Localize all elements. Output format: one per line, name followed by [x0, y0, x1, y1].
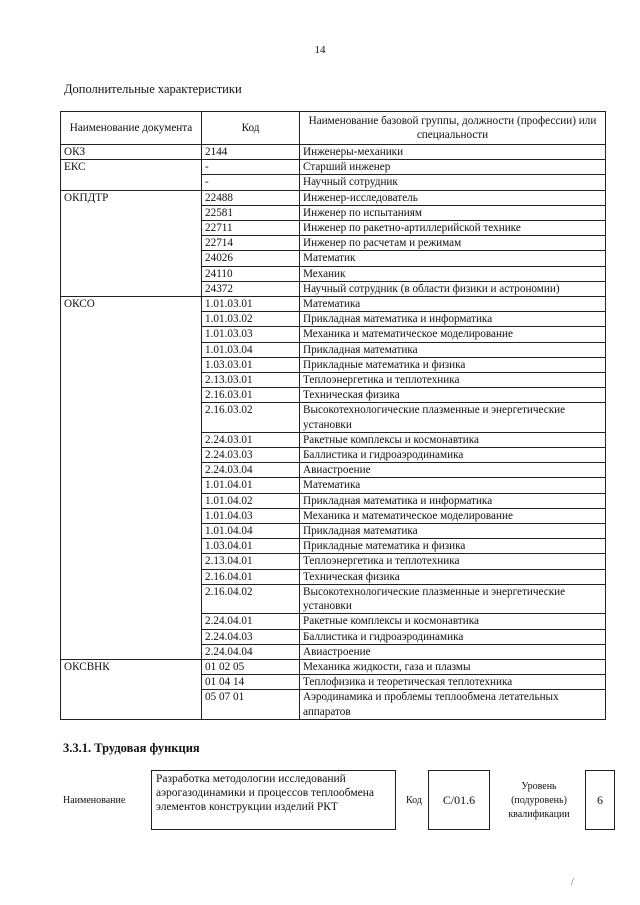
name-label: Наименование [63, 795, 126, 806]
document-cell [61, 221, 202, 236]
table-row [61, 388, 606, 403]
table-row [61, 690, 606, 719]
table-row [61, 569, 606, 584]
group-name-cell: Инженер по ракетно-артиллерийской технике [300, 221, 606, 236]
code-cell: 1.01.03.02 [202, 312, 300, 327]
document-cell [61, 342, 202, 357]
group-name-cell: Авиастроение [300, 463, 606, 478]
document-cell: ОКСО [61, 297, 202, 312]
document-cell [61, 524, 202, 539]
header-group-name: Наименование базовой группы, должности (профессии) или специальности [300, 112, 606, 145]
document-cell [61, 508, 202, 523]
code-cell: 22714 [202, 236, 300, 251]
code-label: Код [406, 795, 422, 806]
table-row [61, 145, 606, 160]
group-name-cell: Математика [300, 478, 606, 493]
function-name-box: Разработка методологии исследований аэрогазодинамики и процессов теплообмена элементов конструкции изделий РКТ [151, 770, 396, 830]
group-name-cell: Старший инженер [300, 160, 606, 175]
header-document: Наименование документа [61, 112, 202, 145]
document-cell [61, 357, 202, 372]
code-cell: 2.24.04.04 [202, 644, 300, 659]
corner-mark: / [571, 877, 574, 888]
document-cell [61, 236, 202, 251]
group-name-cell: Научный сотрудник (в области физики и астрономии) [300, 281, 606, 296]
table-row [61, 236, 606, 251]
code-cell: 1.01.03.01 [202, 297, 300, 312]
code-cell: 2.16.04.01 [202, 569, 300, 584]
table-row [61, 221, 606, 236]
document-cell [61, 584, 202, 613]
code-cell: 1.01.04.02 [202, 493, 300, 508]
group-name-cell: Ракетные комплексы и космонавтика [300, 432, 606, 447]
document-cell [61, 373, 202, 388]
document-cell [61, 493, 202, 508]
document-cell [61, 448, 202, 463]
document-cell [61, 629, 202, 644]
code-cell: 1.03.03.01 [202, 357, 300, 372]
document-cell [61, 539, 202, 554]
document-cell [61, 644, 202, 659]
document-cell [61, 251, 202, 266]
code-cell: 22711 [202, 221, 300, 236]
table-row [61, 327, 606, 342]
document-cell [61, 463, 202, 478]
group-name-cell: Механика и математическое моделирование [300, 508, 606, 523]
document-cell [61, 327, 202, 342]
document-cell: ОКЗ [61, 145, 202, 160]
code-cell: 1.01.03.04 [202, 342, 300, 357]
code-cell: 2.16.03.01 [202, 388, 300, 403]
table-row [61, 312, 606, 327]
group-name-cell: Высокотехнологические плазменные и энергетические установки [300, 403, 606, 432]
table-row [61, 373, 606, 388]
page-number: 14 [314, 44, 326, 56]
table-row [61, 403, 606, 432]
group-name-cell: Баллистика и гидроаэродинамика [300, 629, 606, 644]
table-row [61, 554, 606, 569]
code-cell: 24110 [202, 266, 300, 281]
table-row [61, 357, 606, 372]
code-cell: 22488 [202, 190, 300, 205]
table-row [61, 493, 606, 508]
group-name-cell: Инженер по испытаниям [300, 205, 606, 220]
code-cell: 2.13.03.01 [202, 373, 300, 388]
document-cell [61, 175, 202, 190]
group-name-cell: Математик [300, 251, 606, 266]
group-name-cell: Механика и математическое моделирование [300, 327, 606, 342]
document-cell: ОКСВНК [61, 659, 202, 674]
group-name-cell: Ракетные комплексы и космонавтика [300, 614, 606, 629]
table-row [61, 160, 606, 175]
group-name-cell: Теплоэнергетика и теплотехника [300, 554, 606, 569]
header-code: Код [202, 112, 300, 145]
group-name-cell: Техническая физика [300, 388, 606, 403]
document-cell [61, 569, 202, 584]
code-cell: 2.24.04.03 [202, 629, 300, 644]
table-row [61, 190, 606, 205]
table-row [61, 675, 606, 690]
labor-function-title: 3.3.1. Трудовая функция [63, 741, 200, 755]
group-name-cell: Прикладная математика и информатика [300, 312, 606, 327]
group-name-cell: Техническая физика [300, 569, 606, 584]
group-name-cell: Научный сотрудник [300, 175, 606, 190]
group-name-cell: Прикладные математика и физика [300, 357, 606, 372]
code-cell: 22581 [202, 205, 300, 220]
table-row [61, 297, 606, 312]
section-title: Дополнительные характеристики [64, 82, 242, 96]
code-cell: 1.01.04.04 [202, 524, 300, 539]
additional-characteristics-table [60, 111, 606, 720]
function-code-box: С/01.6 [428, 770, 490, 830]
qualification-level-label: Уровень (подуровень) квалификации [508, 781, 570, 820]
document-cell [61, 614, 202, 629]
table-row [61, 463, 606, 478]
table-row [61, 614, 606, 629]
group-name-cell: Механика жидкости, газа и плазмы [300, 659, 606, 674]
document-cell [61, 403, 202, 432]
table-row [61, 584, 606, 613]
code-cell: 1.01.04.03 [202, 508, 300, 523]
document-cell [61, 281, 202, 296]
group-name-cell: Прикладные математика и физика [300, 539, 606, 554]
table-row [61, 281, 606, 296]
table-header-row [61, 112, 606, 145]
group-name-cell: Механик [300, 266, 606, 281]
group-name-cell: Высокотехнологические плазменные и энергетические установки [300, 584, 606, 613]
document-cell [61, 205, 202, 220]
code-cell: 2.16.03.02 [202, 403, 300, 432]
code-cell: 2.24.04.01 [202, 614, 300, 629]
code-cell: 1.03.04.01 [202, 539, 300, 554]
code-cell: - [202, 175, 300, 190]
code-cell: 2.24.03.04 [202, 463, 300, 478]
group-name-cell: Баллистика и гидроаэродинамика [300, 448, 606, 463]
code-cell: 1.01.03.03 [202, 327, 300, 342]
qualification-level-box: 6 [585, 770, 615, 830]
group-name-cell: Авиастроение [300, 644, 606, 659]
document-cell [61, 690, 202, 719]
table-row [61, 342, 606, 357]
document-cell [61, 675, 202, 690]
code-cell: 01 04 14 [202, 675, 300, 690]
table-row [61, 508, 606, 523]
code-cell: 2144 [202, 145, 300, 160]
group-name-cell: Прикладная математика [300, 524, 606, 539]
document-cell [61, 432, 202, 447]
code-cell: 1.01.04.01 [202, 478, 300, 493]
document-cell: ЕКС [61, 160, 202, 175]
code-cell: 01 02 05 [202, 659, 300, 674]
table-row [61, 448, 606, 463]
table-row [61, 432, 606, 447]
group-name-cell: Прикладная математика и информатика [300, 493, 606, 508]
group-name-cell: Инженер по расчетам и режимам [300, 236, 606, 251]
code-cell: 2.16.04.02 [202, 584, 300, 613]
table-row [61, 539, 606, 554]
code-cell: 2.13.04.01 [202, 554, 300, 569]
group-name-cell: Теплофизика и теоретическая теплотехника [300, 675, 606, 690]
document-cell [61, 388, 202, 403]
group-name-cell: Математика [300, 297, 606, 312]
document-cell: ОКПДТР [61, 190, 202, 205]
table-row [61, 266, 606, 281]
table-row [61, 205, 606, 220]
group-name-cell: Инженеры-механики [300, 145, 606, 160]
code-cell: 24372 [202, 281, 300, 296]
group-name-cell: Теплоэнергетика и теплотехника [300, 373, 606, 388]
code-cell: 2.24.03.01 [202, 432, 300, 447]
document-cell [61, 554, 202, 569]
code-cell: - [202, 160, 300, 175]
document-cell [61, 478, 202, 493]
table-row [61, 659, 606, 674]
table-row [61, 478, 606, 493]
table-row [61, 175, 606, 190]
code-cell: 05 07 01 [202, 690, 300, 719]
table-row [61, 629, 606, 644]
table-row [61, 524, 606, 539]
table-row [61, 644, 606, 659]
table-row [61, 251, 606, 266]
group-name-cell: Аэродинамика и проблемы теплообмена летательных аппаратов [300, 690, 606, 719]
group-name-cell: Инженер-исследователь [300, 190, 606, 205]
document-cell [61, 312, 202, 327]
document-cell [61, 266, 202, 281]
code-cell: 2.24.03.03 [202, 448, 300, 463]
code-cell: 24026 [202, 251, 300, 266]
group-name-cell: Прикладная математика [300, 342, 606, 357]
